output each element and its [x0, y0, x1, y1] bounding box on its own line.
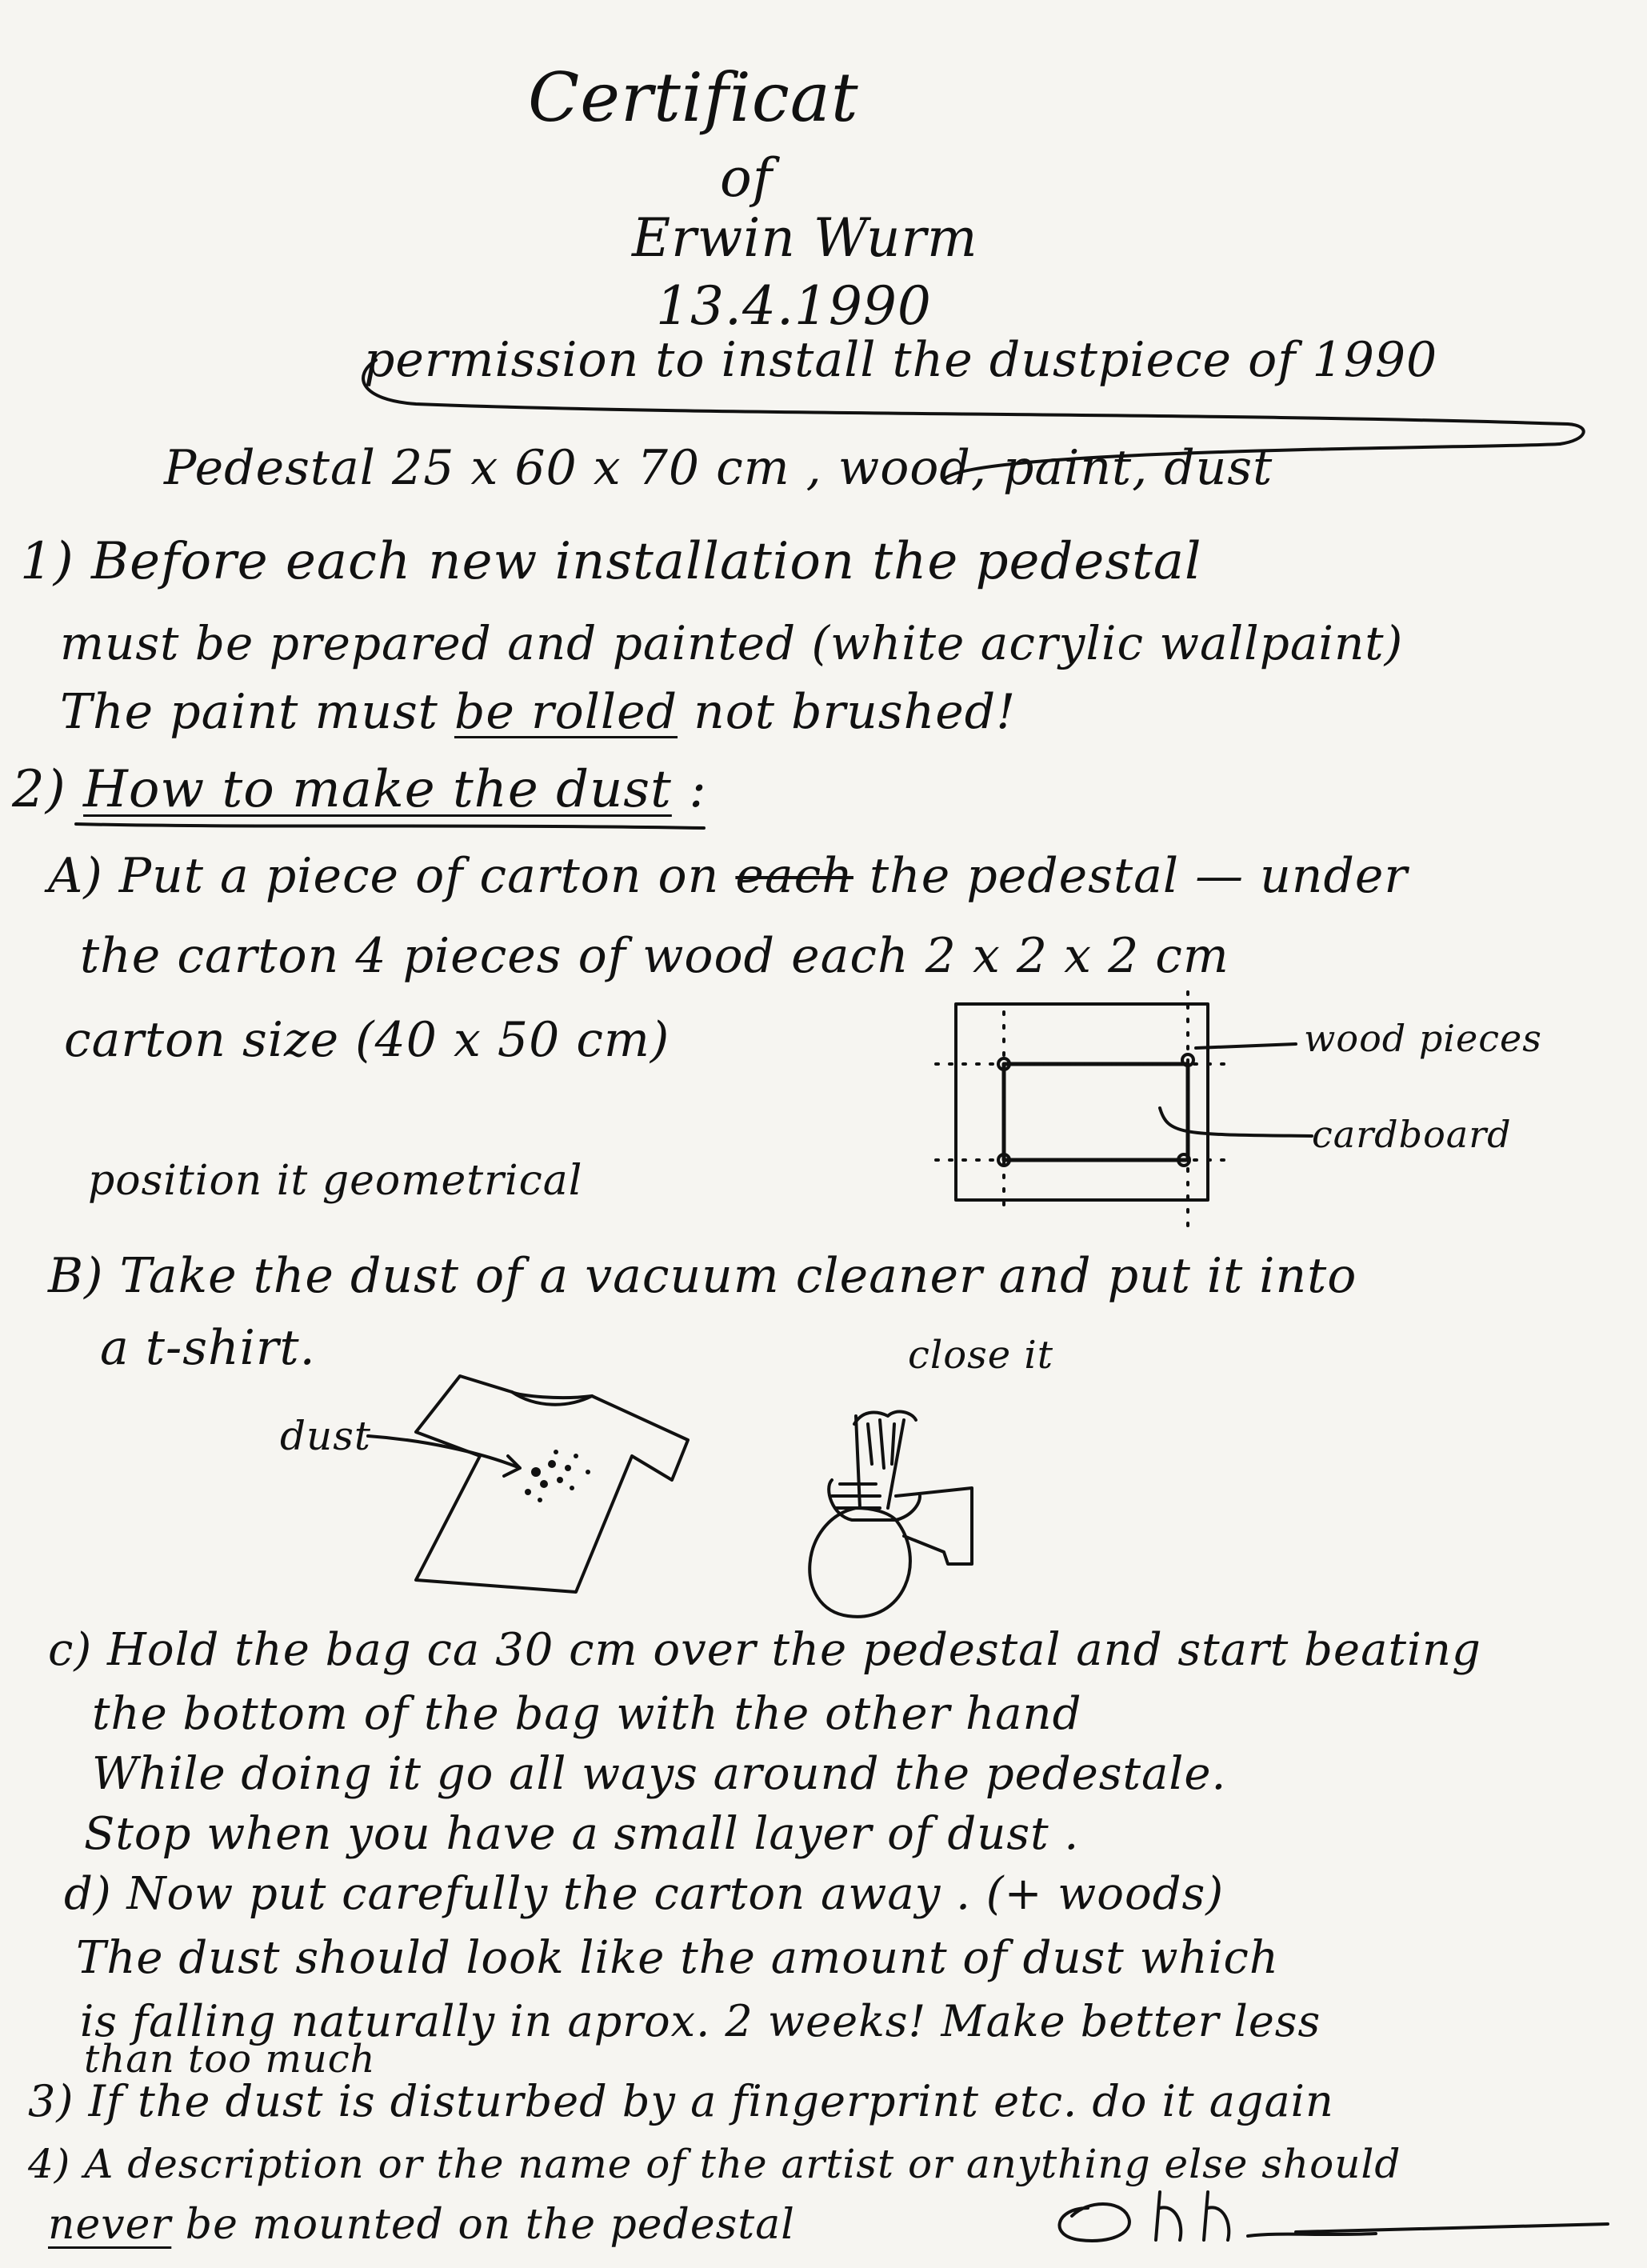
hand-fist — [829, 1480, 920, 1520]
step2a-line4: position it geometrical — [88, 1157, 583, 1205]
tshirt-outline — [416, 1376, 688, 1592]
step2b-line1: B) Take the dust of a vacuum cleaner and put it into — [48, 1248, 1357, 1304]
step1-line3-a: The paint must — [60, 684, 454, 740]
hand-fingers — [832, 1484, 880, 1508]
step2a-line1-a: A) Put a piece of carton on — [48, 848, 736, 904]
artist-name: Erwin Wurm — [632, 207, 978, 269]
step2c-line2: the bottom of the bag with the other hand — [92, 1688, 1082, 1740]
forearm — [896, 1488, 972, 1564]
step1-line1: 1) Before each new installation the pedestal — [20, 532, 1202, 591]
certificate-date: 13.4.1990 — [656, 275, 932, 337]
bag-top — [854, 1412, 916, 1424]
step2d-line2: The dust should look like the amount of dust which — [76, 1932, 1279, 1984]
step2a-line3: carton size (40 x 50 cm) — [64, 1012, 670, 1068]
step2d-line3: is falling naturally in aprox. 2 weeks! Make better less — [80, 1996, 1321, 2046]
dust-dots — [525, 1450, 590, 1502]
label-wood-pieces: wood pieces — [1304, 1017, 1542, 1060]
step2d-line1: d) Now put carefully the carton away . (+ woods) — [64, 1868, 1225, 1920]
label-dust: dust — [280, 1413, 371, 1459]
step2c-line4: Stop when you have a small layer of dust . — [84, 1808, 1080, 1860]
permission-connector-stroke — [944, 444, 1560, 480]
label-close-it: close it — [908, 1333, 1054, 1378]
permission-loop-stroke — [363, 360, 1584, 444]
step4-line1: 4) A description or the name of the artist or anything else should — [28, 2141, 1401, 2187]
tshirt-sketch-icon — [368, 1376, 688, 1592]
step2-colon: : — [671, 760, 707, 819]
of-label: of — [720, 147, 774, 209]
step2a-line1-b: the pedestal — under — [853, 848, 1409, 904]
wood-pieces-pointer — [1196, 1044, 1296, 1048]
label-cardboard: cardboard — [1312, 1113, 1512, 1156]
bag-folds — [868, 1420, 894, 1468]
heading-underline-stroke — [76, 824, 704, 828]
step4-line2-b: be mounted on the pedestal — [171, 2201, 795, 2249]
permission-line: permission to install the dustpiece of 1990 — [364, 332, 1438, 388]
bag-hand-sketch-icon — [810, 1412, 972, 1617]
materials-line: Pedestal 25 x 60 x 70 cm , wood, paint, dust — [164, 440, 1273, 496]
step2a-line2: the carton 4 pieces of wood each 2 x 2 x 2 cm — [80, 928, 1229, 984]
step2-num: 2) — [12, 760, 84, 819]
cardboard-pointer — [1160, 1108, 1312, 1136]
step4-never: never — [48, 2201, 172, 2249]
step2a-struck-word: each — [735, 848, 853, 904]
step2c-line3: While doing it go all ways around the pedestale. — [92, 1748, 1227, 1800]
cardboard-outer-rect — [956, 1004, 1208, 1200]
step1-line3-c: not brushed! — [678, 684, 1017, 740]
step2d-line4: than too much — [84, 2037, 376, 2082]
step1-line2: must be prepared and painted (white acrylic wallpaint) — [60, 616, 1404, 670]
cardboard-diagram-icon — [936, 992, 1312, 1236]
bag-body — [810, 1508, 910, 1617]
artist-signature — [1040, 2160, 1392, 2256]
step2-heading-text: How to make the dust — [83, 760, 672, 819]
step2b-line2: a t-shirt. — [100, 1320, 316, 1376]
certificate-title: Certificat — [528, 58, 859, 137]
step1-be-rolled: be rolled — [454, 684, 678, 740]
step3-line1: 3) If the dust is disturbed by a fingerprint etc. do it again — [28, 2076, 1334, 2126]
step2c-line1: c) Hold the bag ca 30 cm over the pedestal and start beating — [48, 1624, 1481, 1676]
